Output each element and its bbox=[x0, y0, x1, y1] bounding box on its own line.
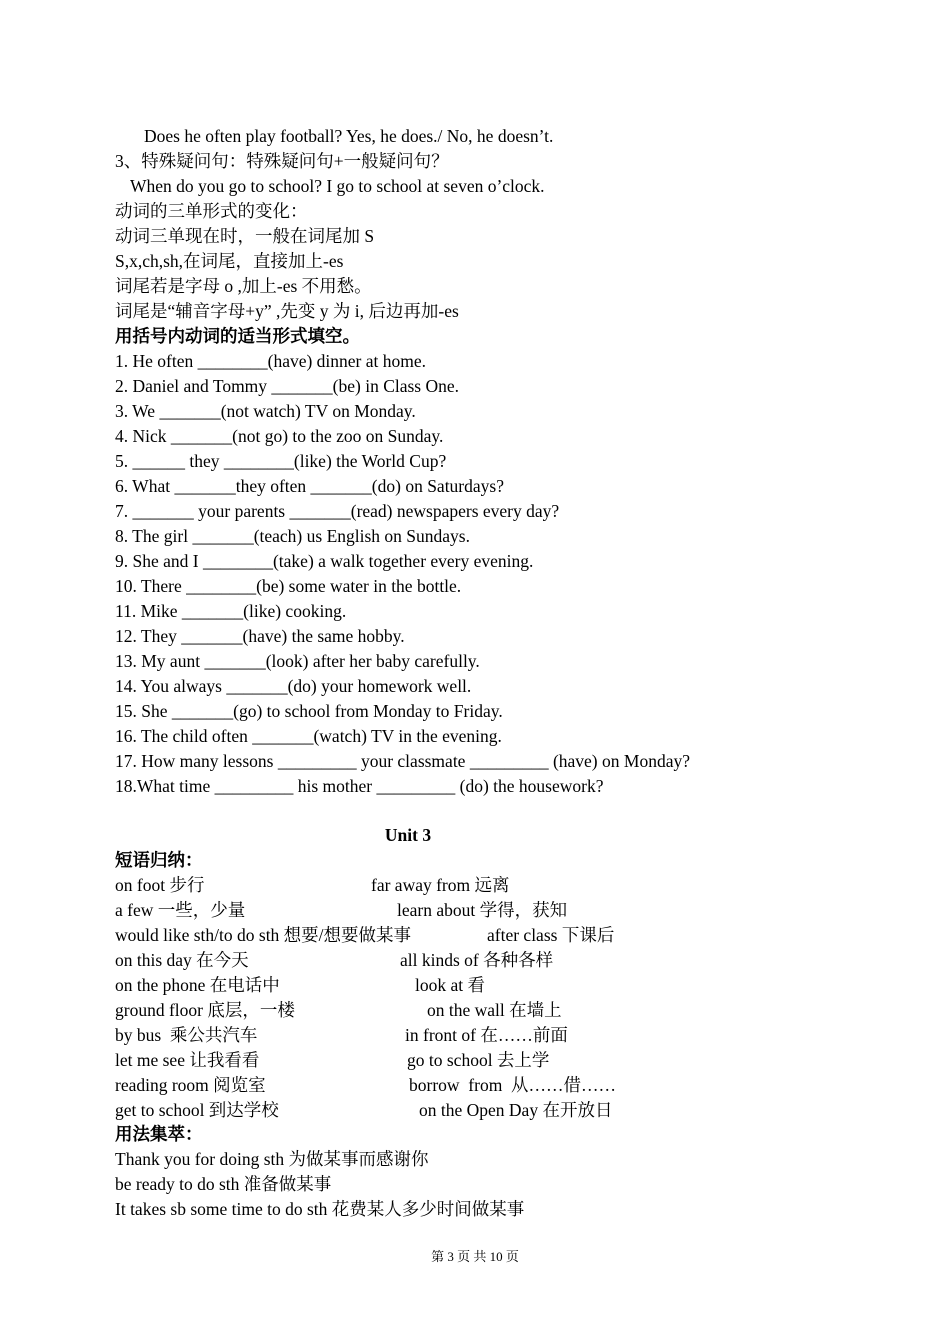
page-number-footer: 第 3 页 共 10 页 bbox=[431, 1249, 519, 1264]
phrase-row bbox=[115, 948, 815, 973]
exercise-item: 10. There ________(be) some water in the bottle. bbox=[115, 576, 462, 596]
exercise-item: 9. She and I ________(take) a walk together every evening. bbox=[115, 551, 534, 571]
exercise-item: 6. What _______they often _______(do) on Saturdays? bbox=[115, 476, 504, 496]
exercise-item: 11. Mike _______(like) cooking. bbox=[115, 601, 347, 621]
usage-item: It takes sb some time to do sth 花费某人多少时间做某事 bbox=[115, 1199, 525, 1219]
phrase-left: would like sth/to do sth 想要/想要做某事 bbox=[115, 925, 412, 945]
exercise-item: 16. The child often _______(watch) TV in the evening. bbox=[115, 726, 502, 746]
phrase-right: all kinds of 各种各样 bbox=[400, 950, 554, 970]
phrases-heading: 短语归纳： bbox=[115, 850, 203, 870]
phrase-row bbox=[115, 1073, 815, 1098]
exercise-item: 17. How many lessons _________ your classmate _________ (have) on Monday? bbox=[115, 751, 690, 771]
exercise-item: 13. My aunt _______(look) after her baby carefully. bbox=[115, 651, 480, 671]
exercise-item: 12. They _______(have) the same hobby. bbox=[115, 626, 405, 646]
exercise-item: 2. Daniel and Tommy _______(be) in Class One. bbox=[115, 376, 460, 396]
phrase-right: borrow from 从……借…… bbox=[409, 1075, 617, 1095]
phrase-left: on this day 在今天 bbox=[115, 950, 249, 970]
phrase-left: reading room 阅览室 bbox=[115, 1075, 266, 1095]
phrase-right: after class 下课后 bbox=[487, 925, 615, 945]
phrase-left: a few 一些，少量 bbox=[115, 900, 246, 920]
verb-rule-2: S,x,ch,sh,在词尾，直接加上-es bbox=[115, 251, 344, 271]
exercise-item: 1. He often ________(have) dinner at home. bbox=[115, 351, 427, 371]
unit-title: Unit 3 bbox=[384, 825, 432, 845]
phrase-row bbox=[115, 898, 815, 923]
exercise-item: 15. She _______(go) to school from Monday to Friday. bbox=[115, 701, 503, 721]
example-general-question: Does he often play football? Yes, he does./ No, he doesn’t. bbox=[144, 126, 554, 146]
exercise-item: 18.What time _________ his mother _________ (do) the housework? bbox=[115, 776, 604, 796]
phrase-right: in front of 在……前面 bbox=[405, 1025, 568, 1045]
exercise-heading: 用括号内动词的适当形式填空。 bbox=[115, 326, 360, 346]
phrase-right: far away from 远离 bbox=[371, 875, 510, 895]
exercise-item: 3. We _______(not watch) TV on Monday. bbox=[115, 401, 416, 421]
phrase-right: go to school 去上学 bbox=[407, 1050, 550, 1070]
phrase-left: on foot 步行 bbox=[115, 875, 205, 895]
usage-heading: 用法集萃： bbox=[115, 1124, 203, 1144]
phrase-row bbox=[115, 923, 815, 948]
exercise-item: 7. _______ your parents _______(read) newspapers every day? bbox=[115, 501, 560, 521]
verb-rule-4: 词尾是“辅音字母+y” ,先变 y 为 i, 后边再加-es bbox=[115, 301, 459, 321]
example-special-question: When do you go to school? I go to school at seven o’clock. bbox=[130, 176, 545, 196]
verb-rule-3: 词尾若是字母 o ,加上-es 不用愁。 bbox=[115, 276, 372, 296]
phrase-row bbox=[115, 973, 815, 998]
phrase-left: ground floor 底层，一楼 bbox=[115, 1000, 295, 1020]
exercise-item: 5. ______ they ________(like) the World Cup? bbox=[115, 451, 447, 471]
exercise-item: 14. You always _______(do) your homework well. bbox=[115, 676, 472, 696]
verb-rule-1: 动词三单现在时，一般在词尾加 S bbox=[115, 226, 375, 246]
usage-item: Thank you for doing sth 为做某事而感谢你 bbox=[115, 1149, 429, 1169]
phrase-right: on the wall 在墙上 bbox=[427, 1000, 562, 1020]
exercise-item: 4. Nick _______(not go) to the zoo on Sunday. bbox=[115, 426, 444, 446]
phrase-row bbox=[115, 1023, 815, 1048]
phrase-right: on the Open Day 在开放日 bbox=[419, 1100, 613, 1120]
phrase-left: get to school 到达学校 bbox=[115, 1100, 279, 1120]
exercise-item: 8. The girl _______(teach) us English on Sundays. bbox=[115, 526, 470, 546]
phrase-right: look at 看 bbox=[415, 975, 485, 995]
phrase-left: let me see 让我看看 bbox=[115, 1050, 260, 1070]
phrase-row bbox=[115, 873, 815, 898]
phrase-left: by bus 乘公共汽车 bbox=[115, 1025, 258, 1045]
phrase-row bbox=[115, 1098, 815, 1123]
phrase-left: on the phone 在电话中 bbox=[115, 975, 280, 995]
phrase-row bbox=[115, 998, 815, 1023]
special-question-heading: 3、特殊疑问句：特殊疑问句+一般疑问句？ bbox=[115, 151, 449, 171]
usage-item: be ready to do sth 准备做某事 bbox=[115, 1174, 332, 1194]
phrase-row bbox=[115, 1048, 815, 1073]
phrase-right: learn about 学得，获知 bbox=[397, 900, 568, 920]
verb-rules-heading: 动词的三单形式的变化： bbox=[115, 201, 308, 221]
